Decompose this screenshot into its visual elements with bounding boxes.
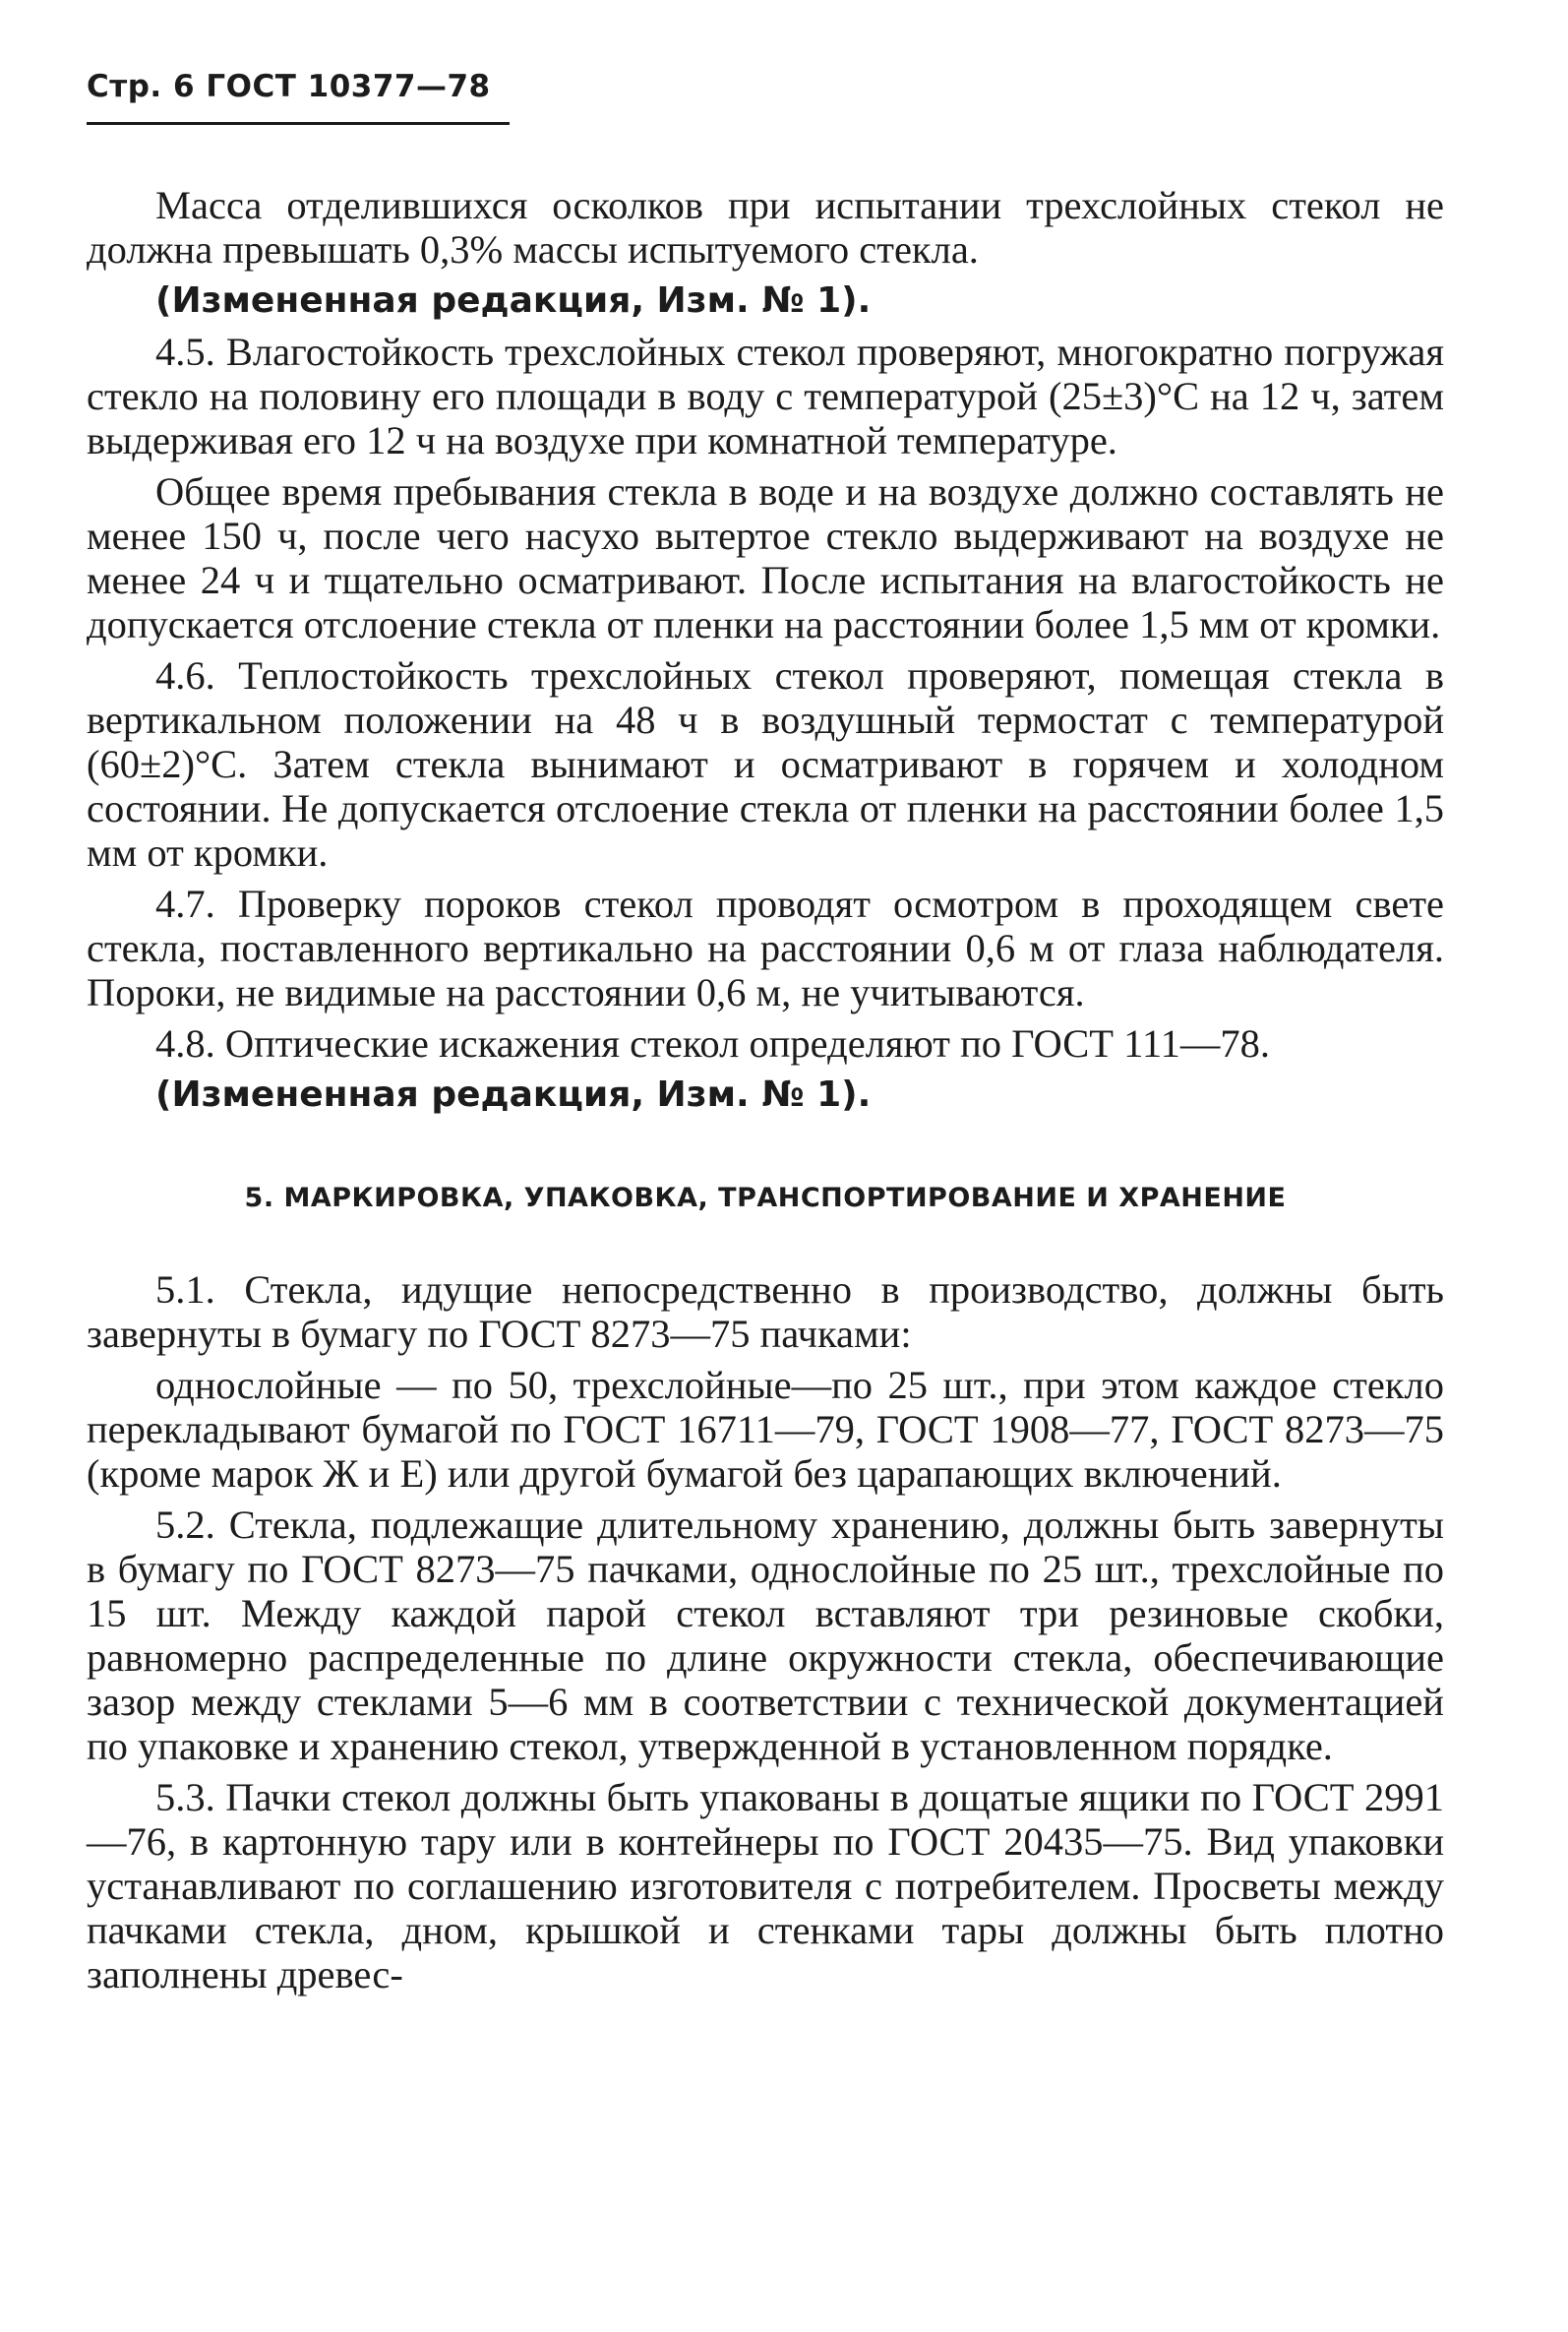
amendment-note: (Измененная редакция, Изм. № 1). bbox=[155, 280, 872, 321]
document-body bbox=[87, 183, 1444, 2003]
paragraph-fragment-mass: Масса отделившихся осколков при испытании трехслойных стекол не должна превышать 0,3% массы испытуемого стекла. bbox=[87, 183, 1444, 272]
amendment-note: (Измененная редакция, Изм. № 1). bbox=[155, 1074, 872, 1115]
paragraph-4-5-continued: Общее время пребывания стекла в воде и на воздухе должно составлять не менее 150 ч, после чего насухо вытертое стекло выдерживают на воздухе не менее 24 ч и тщательно осматривают. После испытания на влагостойкость не допускается отслоение стекла от пленки на расстоянии более 1,5 мм от кромки. bbox=[87, 469, 1444, 646]
paragraph-4-6: 4.6. Теплостойкость трехслойных стекол проверяют, помещая стекла в вертикальном положении на 48 ч в воздушный термостат с температурой (60±2)°С. Затем стекла вынимают и осматривают в горячем и холодном состоянии. Не допускается отслоение стекла от пленки на расстоянии более 1,5 мм от кромки. bbox=[87, 653, 1444, 875]
paragraph-4-5: 4.5. Влагостойкость трехслойных стекол проверяют, многократно погружая стекло на половину его площади в воду с температурой (25±3)°С на 12 ч, затем выдерживая его 12 ч на воздухе при комнатной температуре. bbox=[87, 330, 1444, 462]
page-header: Стр. 6 ГОСТ 10377—78 bbox=[87, 69, 491, 104]
paragraph-4-7: 4.7. Проверку пороков стекол проводят осмотром в проходящем свете стекла, поставленного вертикально на расстоянии 0,6 м от глаза наблюдателя. Пороки, не видимые на расстоянии 0,6 м, не учитываются. bbox=[87, 882, 1444, 1014]
paragraph-5-3: 5.3. Пачки стекол должны быть упакованы в дощатые ящики по ГОСТ 2991—76, в картонную тару или в контейнеры по ГОСТ 20435—75. Вид упаковки устанавливают по соглашению изготовителя с потребителем. Просветы между пачками стекла, дном, крышкой и стенками тары должны быть плотно заполнены древес- bbox=[87, 1775, 1444, 1996]
paragraph-5-2: 5.2. Стекла, подлежащие длительному хранению, должны быть завернуты в бумагу по ГОСТ 8273—75 пачками, однослойные по 25 шт., трехслойные по 15 шт. Между каждой парой стекол вставляют три резиновые скобки, равномерно распределенные по длине окружности стекла, обеспечивающие зазор между стеклами 5—6 мм в соответствии с технической документацией по упаковке и хранению стекол, утвержденной в установленном порядке. bbox=[87, 1503, 1444, 1768]
paragraph-5-1: 5.1. Стекла, идущие непосредственно в производство, должны быть завернуты в бумагу по ГОСТ 8273—75 пачками: bbox=[87, 1267, 1444, 1356]
section-heading: 5. МАРКИРОВКА, УПАКОВКА, ТРАНСПОРТИРОВАНИЕ И ХРАНЕНИЕ bbox=[244, 1183, 1287, 1213]
paragraph-4-8: 4.8. Оптические искажения стекол определяют по ГОСТ 111—78. bbox=[155, 1021, 1271, 1066]
paragraph-5-1-continued: однослойные — по 50, трехслойные—по 25 шт., при этом каждое стекло перекладывают бумагой по ГОСТ 16711—79, ГОСТ 1908—77, ГОСТ 8273—75 (кроме марок Ж и Е) или другой бумагой без царапающих включений. bbox=[87, 1363, 1444, 1496]
header-rule bbox=[87, 122, 510, 125]
